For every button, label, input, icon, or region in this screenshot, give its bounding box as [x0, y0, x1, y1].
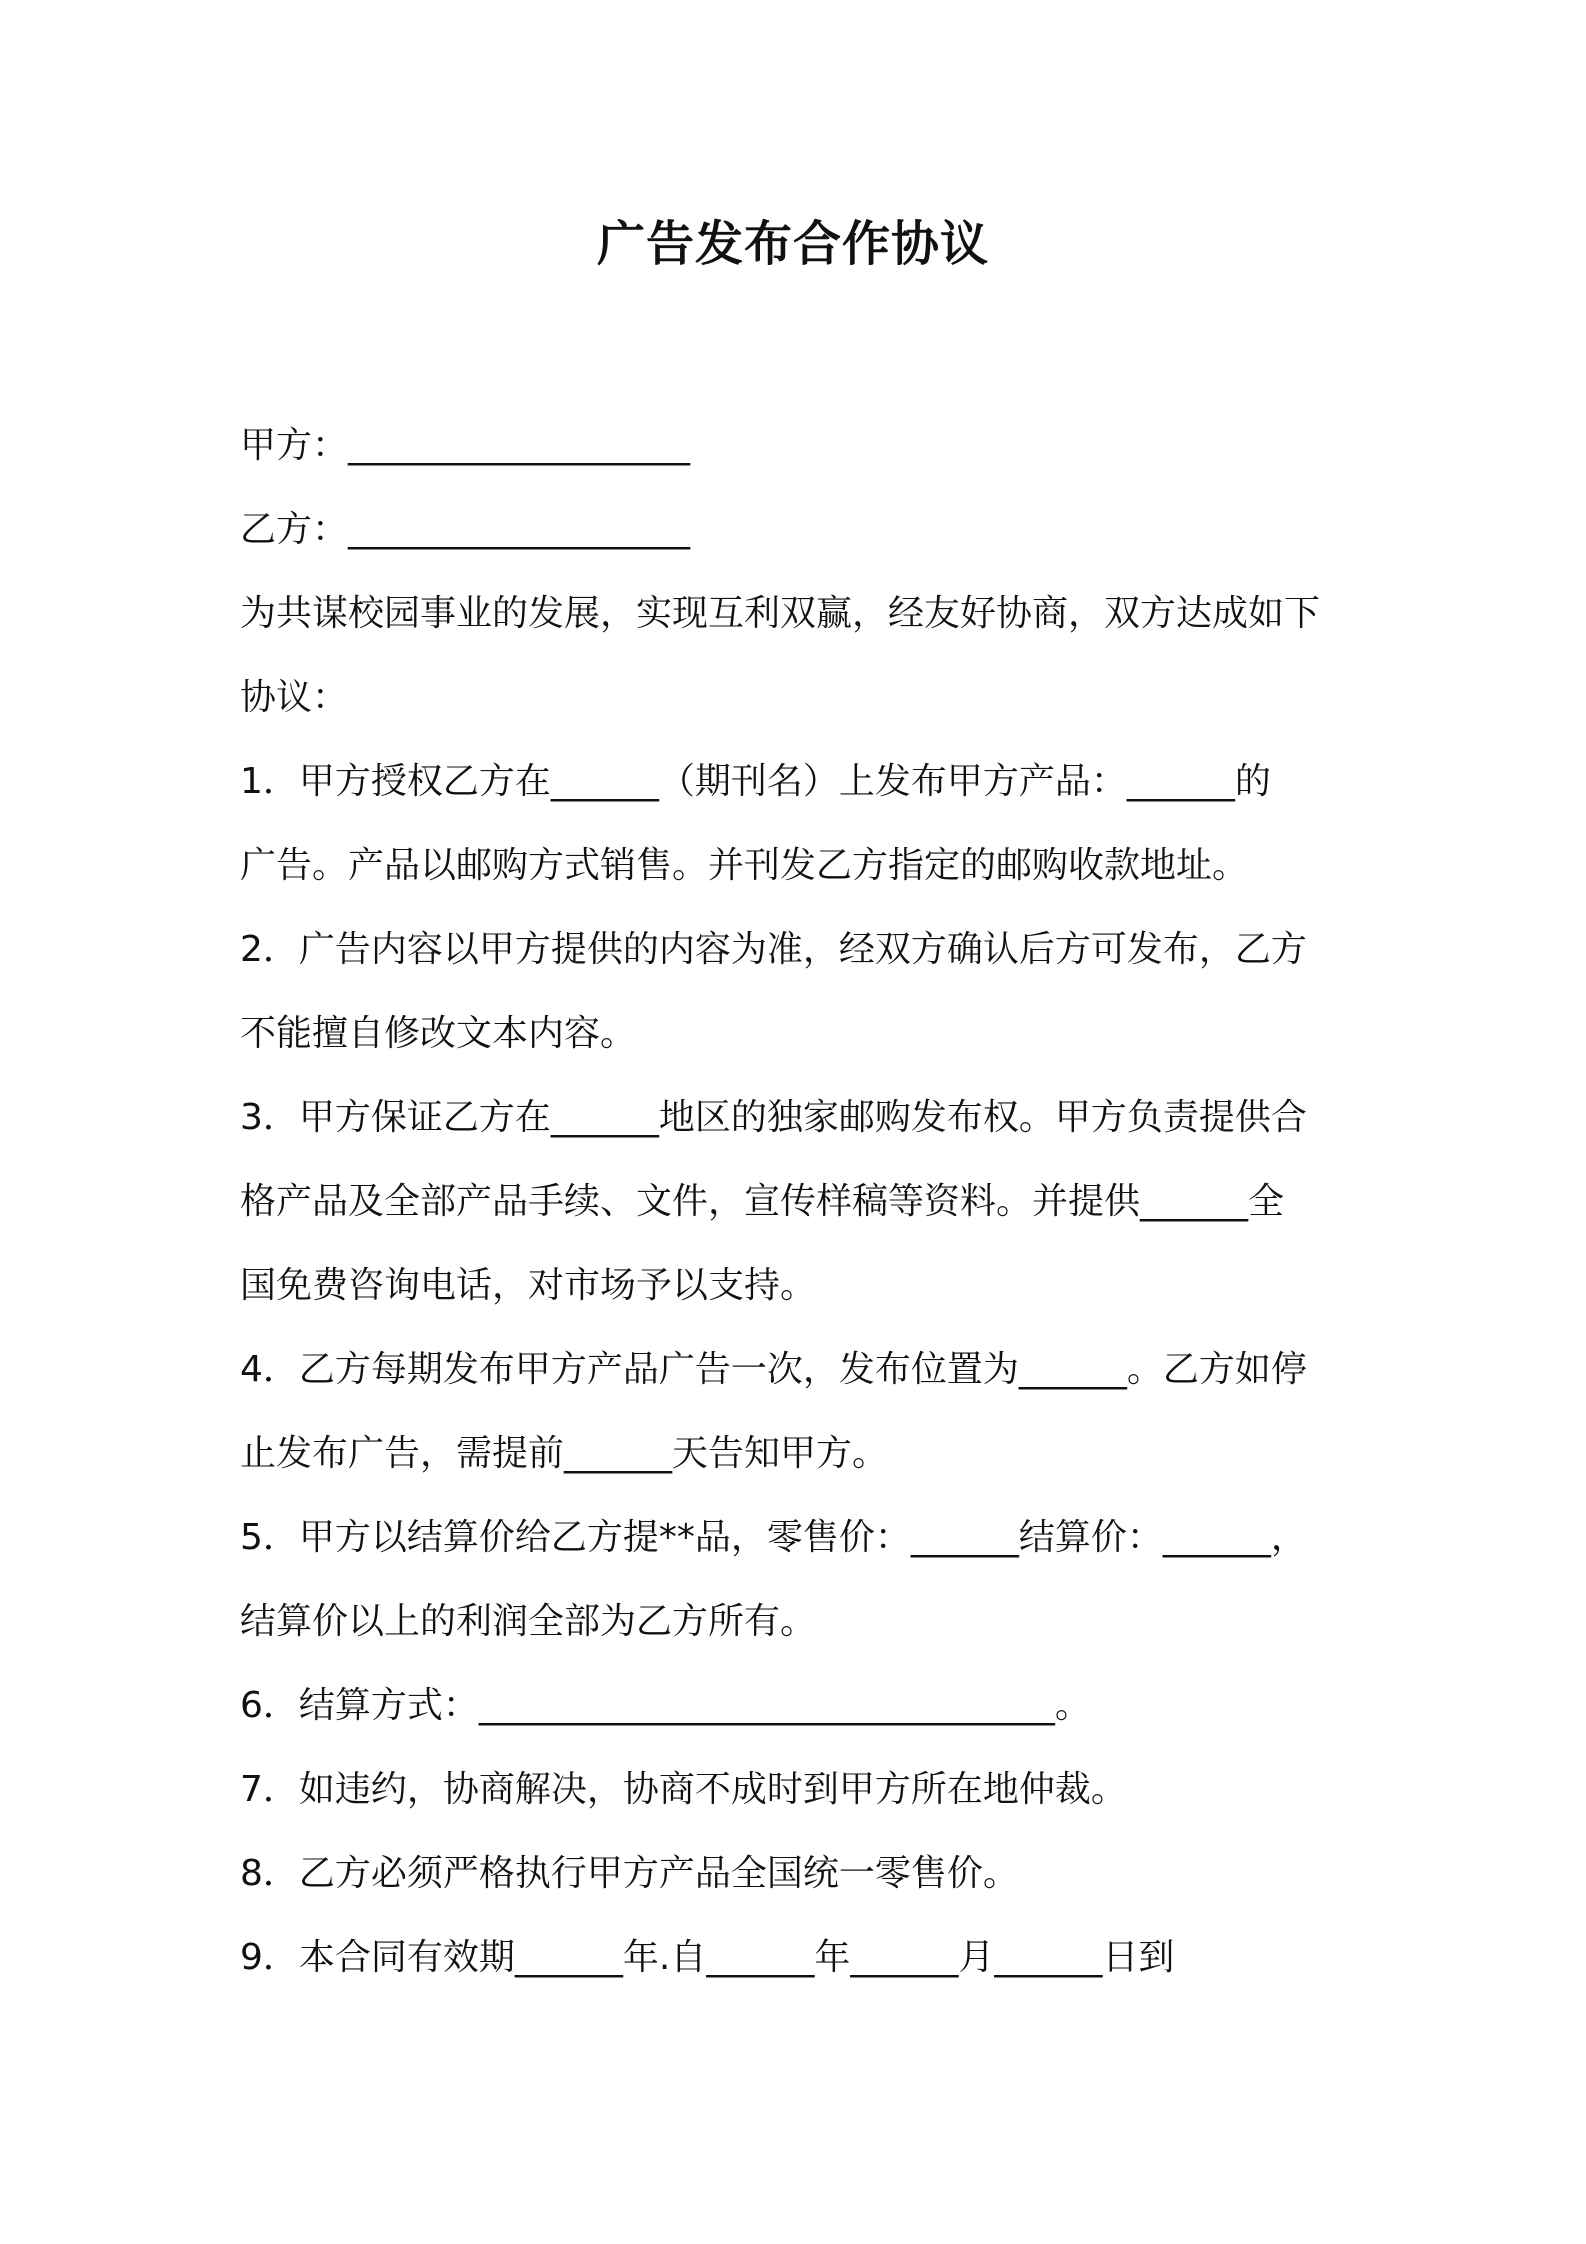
clause-3-line-2: 格产品及全部产品手续、文件，宣传样稿等资料。并提供______全 — [240, 1181, 1285, 1222]
clause-2-line-2: 不能擅自修改文本内容。 — [240, 1013, 637, 1054]
clause-3-line-3: 国免费咨询电话，对市场予以支持。 — [240, 1265, 817, 1306]
clause-8-line: 8．乙方必须严格执行甲方产品全国统一零售价。 — [240, 1853, 1019, 1894]
party-a-line: 甲方：___________________ — [240, 425, 691, 466]
clause-1-line-2: 广告。产品以邮购方式销售。并刊发乙方指定的邮购收款地址。 — [240, 845, 1249, 886]
clause-4-line-1: 4．乙方每期发布甲方产品广告一次，发布位置为______。乙方如停 — [240, 1349, 1307, 1390]
clause-6-line: 6．结算方式：________________________________。 — [240, 1685, 1091, 1726]
clause-5-line-1: 5．甲方以结算价给乙方提**品，零售价：______结算价：______， — [240, 1517, 1307, 1558]
preamble-line-2: 协议： — [240, 677, 349, 718]
clause-9-line: 9．本合同有效期______年.自______年______月______日到 — [240, 1937, 1175, 1978]
clause-1-line-1: 1．甲方授权乙方在______（期刊名）上发布甲方产品：______的 — [240, 761, 1271, 802]
clause-7-line: 7．如违约，协商解决，协商不成时到甲方所在地仲裁。 — [240, 1769, 1127, 1810]
party-b-line: 乙方：___________________ — [240, 509, 691, 550]
document-body — [240, 404, 1360, 2000]
clause-5-line-2: 结算价以上的利润全部为乙方所有。 — [240, 1601, 817, 1642]
clause-3-line-1: 3．甲方保证乙方在______地区的独家邮购发布权。甲方负责提供合 — [240, 1097, 1307, 1138]
clause-4-line-2: 止发布广告，需提前______天告知甲方。 — [240, 1433, 889, 1474]
preamble-line-1: 为共谋校园事业的发展，实现互利双赢，经友好协商，双方达成如下 — [240, 593, 1321, 634]
document-title: 广告发布合作协议 — [596, 216, 989, 272]
clause-2-line-1: 2．广告内容以甲方提供的内容为准，经双方确认后方可发布，乙方 — [240, 929, 1307, 970]
